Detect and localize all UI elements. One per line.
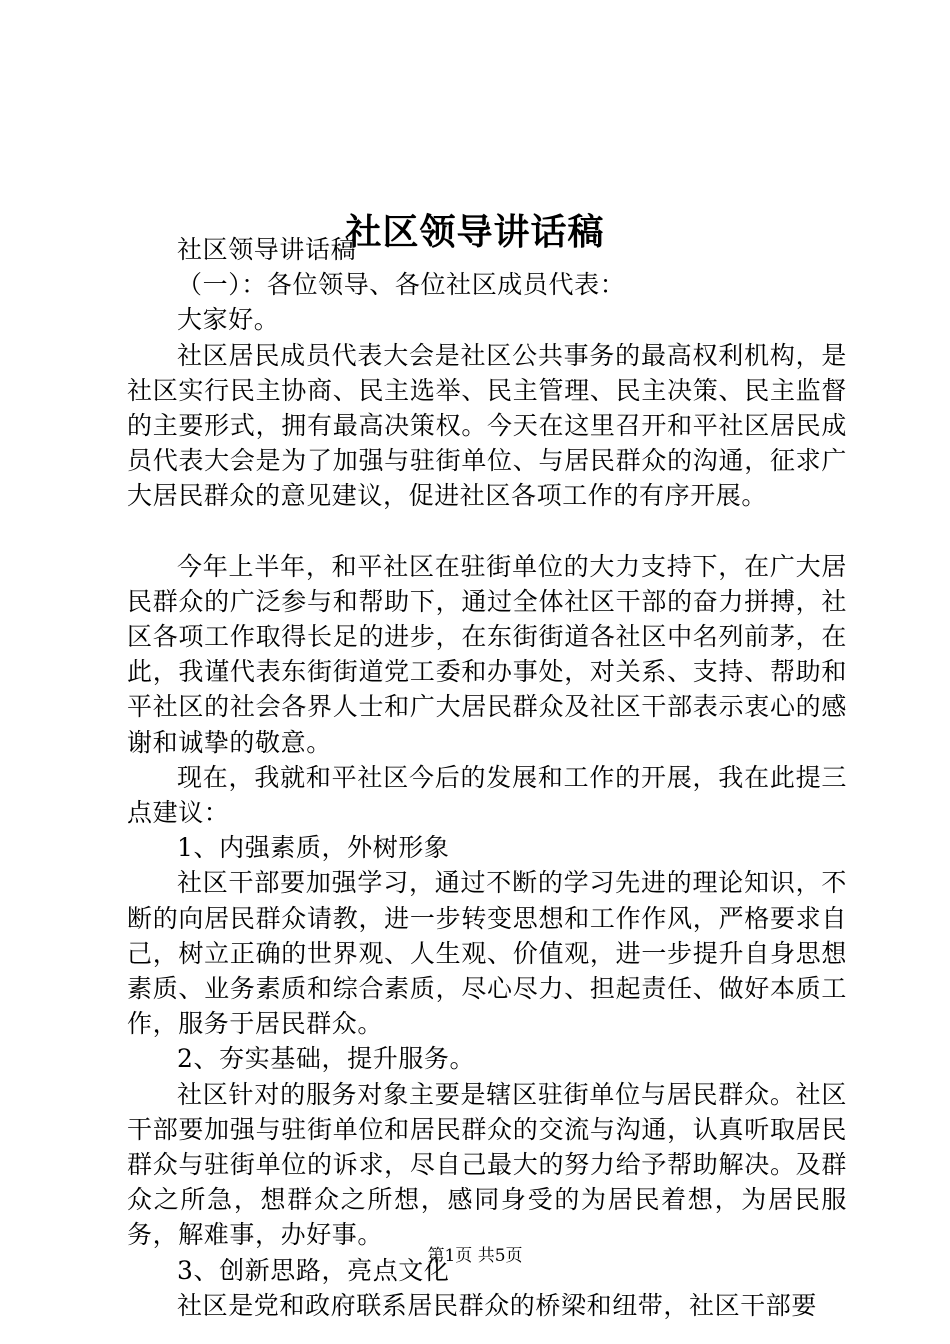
heading-point-2: 2、夯实基础，提升服务。 [177, 1044, 476, 1074]
paragraph-point-2: 社区针对的服务对象主要是辖区驻街单位与居民群众。社区干部要加强与驻街单位和居民群众的交流与沟通，认真听取居民群众与驻街单位的诉求，尽自己最大的努力给予帮助解决。及群众之所急，想群众之所想，感同身受的为居民着想，为居民服务，解难事，办好事。 [127, 1079, 847, 1250]
paragraph-salutation: （一）：各位领导、各位社区成员代表： [177, 270, 626, 300]
heading-point-1: 1、内强素质，外树形象 [177, 833, 450, 863]
paragraph-subtitle: 社区领导讲话稿 [177, 235, 357, 264]
paragraph-point-3: 社区是党和政府联系居民群众的桥梁和纽带，社区干部要 [177, 1290, 818, 1320]
paragraph-review: 今年上半年，和平社区在驻街单位的大力支持下，在广大居民群众的广泛参与和帮助下，通过全体社区干部的奋力拼搏，社区各项工作取得长足的进步，在东街街道各社区中名列前茅，在此，我谨代表东街街道党工委和办事处，对关系、支持、帮助和平社区的社会各界人士和广大居民群众及社区干部表示衷心的感谢和诚挚的敬意。 [127, 551, 847, 757]
paragraph-greeting: 大家好。 [177, 305, 280, 335]
paragraph-suggestions-lead: 现在，我就和平社区今后的发展和工作的开展，我在此提三点建议： [127, 762, 847, 828]
document-title: 社区领导讲话稿 [345, 211, 605, 254]
page-footer: 第1页 共5页 [427, 1246, 523, 1266]
paragraph-point-1: 社区干部要加强学习，通过不断的学习先进的理论知识，不断的向居民群众请教，进一步转变思想和工作作风，严格要求自己，树立正确的世界观、人生观、价值观，进一步提升自身思想素质、业务素质和综合素质，尽心尽力、担起责任、做好本质工作，服务于居民群众。 [127, 868, 847, 1039]
paragraph-intro: 社区居民成员代表大会是社区公共事务的最高权利机构，是社区实行民主协商、民主选举、民主管理、民主决策、民主监督的主要形式，拥有最高决策权。今天在这里召开和平社区居民成员代表大会是为了加强与驻街单位、与居民群众的沟通，征求广大居民群众的意见建议，促进社区各项工作的有序开展。 [127, 340, 847, 511]
heading-point-3: 3、创新思路，亮点文化 [177, 1255, 450, 1285]
document-body [127, 232, 847, 1323]
